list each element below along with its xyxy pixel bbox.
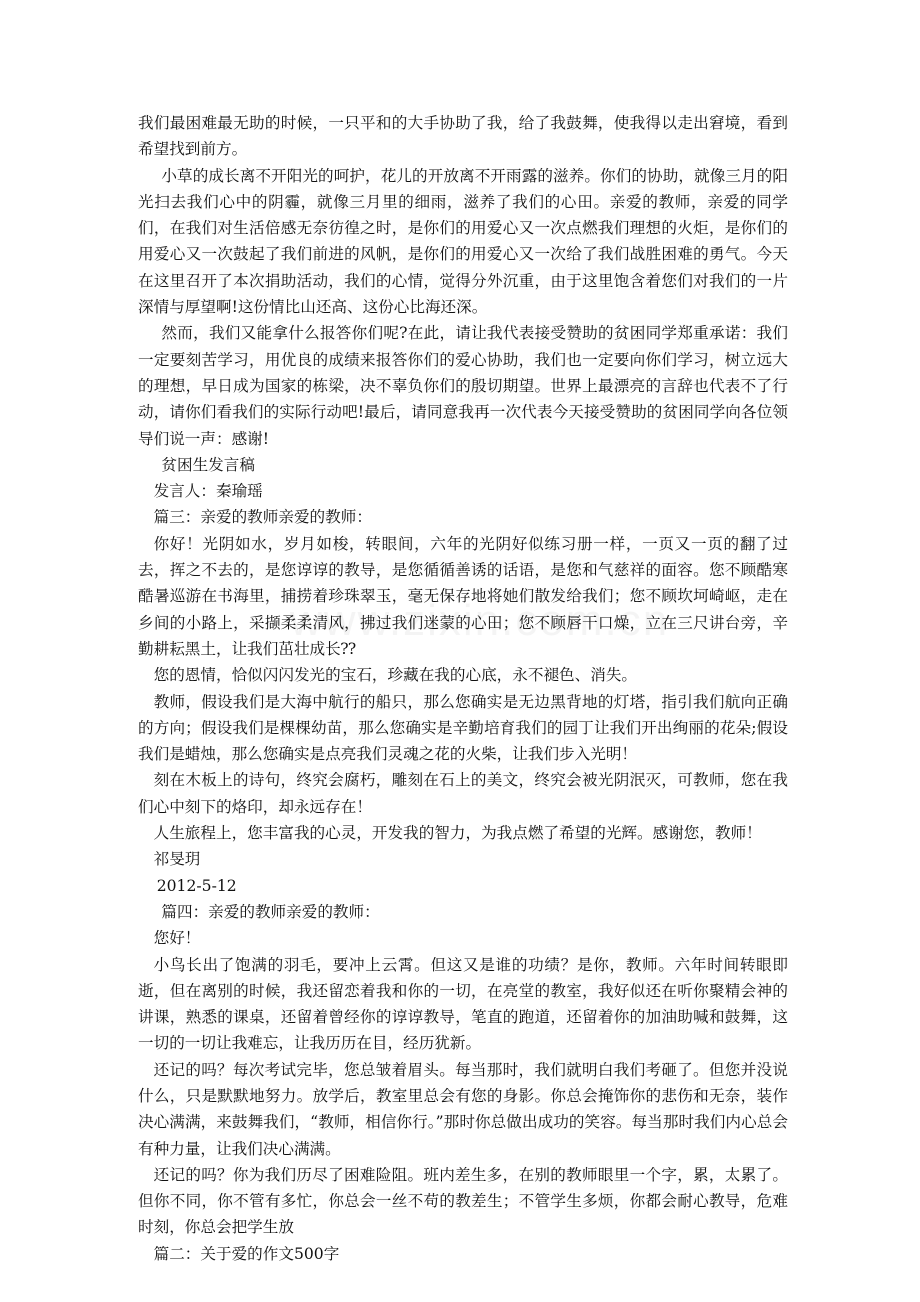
- author-name: 祁旻玥: [153, 850, 201, 869]
- paragraph-gratitude: 您的恩情，恰似闪闪发光的宝石，珍藏在我的心底，永不褪色、消失。: [153, 666, 638, 685]
- paragraph-exam: 还记的吗？每次考试完毕，您总皱着眉头。每当那时，我们就明白我们考砸了。但您并没说什么，只是默默地努力。放学后，教室里总会有您的身影。你总会掩饰你的悲伤和无奈，装作决心满满，来鼓舞我们，“教师，相信你行。”那时你总做出成功的笑容。每当那时我们内心总会有种力量，让我们决心满满。: [138, 1060, 788, 1158]
- paragraph-greeting: 你好！光阴如水，岁月如梭，转眼间，六年的光阴好似练习册一样，一页又一页的翻了过去，挥之不去的，是您谆谆的教导，是您循循善诱的话语，是您和气慈祥的面容。您不顾酷寒酷暑巡游在书海里，捕捞着珍珠翠玉，毫无保存地将她们散发给我们；您不顾坎坷崎岖，走在乡间的小路上，采撷柔柔清风，拂过我们迷蒙的心田；您不顾唇干口燥，立在三尺讲台旁，辛勤耕耘黑土，让我们茁壮成长⁇: [138, 534, 788, 658]
- speech-title: 贫困生发言稿: [161, 455, 255, 474]
- date: 2012-5-12: [156, 876, 237, 895]
- section-heading-4: 篇四：亲爱的教师亲爱的教师：: [161, 902, 380, 921]
- paragraph-bird: 小鸟长出了饱满的羽毛，要冲上云霄。但这又是谁的功绩？是你，教师。六年时间转眼即逝，但在离别的时候，我还留恋着我和你的一切，在亮堂的教室，我好似还在听你聚精会神的讲课，熟悉的课桌，还留着曾经你的谆谆教导，笔直的跑道，还留着你的加油助喊和鼓舞，这一切的一切让我难忘，让我历历在目，经历犹新。: [138, 955, 788, 1053]
- paragraph-lighthouse: 教师，假设我们是大海中航行的船只，那么您确实是无边黑背地的灯塔，指引我们航向正确的方向；假设我们是棵棵幼苗，那么您确实是辛勤培育我们的园丁让我们开出绚丽的花朵;假设我们是蜡烛，那么您确实是点亮我们灵魂之花的火柴，让我们步入光明！: [138, 692, 788, 764]
- section-heading-3: 篇三：亲爱的教师亲爱的教师：: [153, 508, 372, 527]
- paragraph-engraved: 刻在木板上的诗句，终究会腐朽，雕刻在石上的美文，终究会被光阴泯灭，可教师，您在我们心中刻下的烙印，却永远存在！: [138, 771, 788, 816]
- paragraph-hardship: 还记的吗？你为我们历尽了困难险阻。班内差生多，在别的教师眼里一个字，累，太累了。但你不同，你不管有多忙，你总会一丝不苟的教差生；不管学生多烦，你都会耐心教导，危难时刻，你总会把学生放: [138, 1165, 788, 1237]
- document-body: [138, 110, 788, 1267]
- speaker-line: 发言人：秦瑜瑶: [153, 482, 263, 501]
- section-heading-2: 篇二：关于爱的作文500字: [153, 1244, 340, 1263]
- paragraph-1: 我们最困难最无助的时候，一只平和的大手协助了我，给了我鼓舞，使我得以走出窘境，看到希望找到前方。: [138, 114, 788, 159]
- salutation: 您好！: [153, 929, 201, 948]
- paragraph-journey: 人生旅程上，您丰富我的心灵，开发我的智力，为我点燃了希望的光辉。感谢您，教师！: [153, 824, 762, 843]
- paragraph-2: 小草的成长离不开阳光的呵护，花儿的开放离不开雨露的滋养。你们的协助，就像三月的阳光扫去我们心中的阴霾，就像三月里的细雨，滋养了我们的心田。亲爱的教师，亲爱的同学们，在我们对生活倍感无奈彷徨之时，是你们的用爱心又一次点燃我们理想的火炬，是你们的用爱心又一次鼓起了我们前进的风帆，是你们的用爱心又一次给了我们战胜困难的勇气。今天在这里召开了本次捐助活动，我们的心情，觉得分外沉重，由于这里饱含着您们对我们的一片深情与厚望啊!这份情比山还高、这份心比海还深。: [138, 166, 788, 317]
- paragraph-3: 然而，我们又能拿什么报答你们呢?在此，请让我代表接受赞助的贫困同学郑重承诺：我们一定要刻苦学习，用优良的成绩来报答你们的爱心协助，我们也一定要向你们学习，树立远大的理想，早日成为国家的栋梁，决不辜负你们的殷切期望。世界上最漂亮的言辞也代表不了行动，请你们看我们的实际行动吧!最后，请同意我再一次代表今天接受赞助的贫困同学向各位领导们说一声：感谢!: [138, 324, 788, 448]
